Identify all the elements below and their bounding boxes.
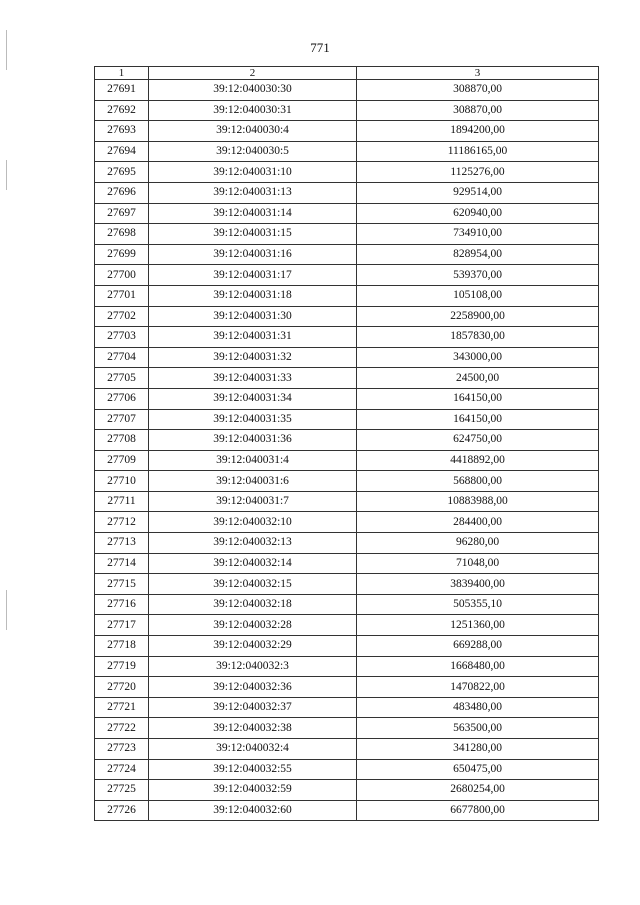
row-number-cell: 27718	[95, 636, 149, 657]
column-header-1: 1	[95, 67, 149, 80]
row-number-cell: 27703	[95, 327, 149, 348]
value-cell: 1894200,00	[357, 121, 599, 142]
value-cell: 1125276,00	[357, 162, 599, 183]
value-cell: 24500,00	[357, 368, 599, 389]
value-cell: 284400,00	[357, 512, 599, 533]
cadastral-number-cell: 39:12:040031:4	[149, 450, 357, 471]
table-header-row	[95, 67, 599, 80]
cadastral-number-cell: 39:12:040032:37	[149, 697, 357, 718]
scan-margin-mark	[6, 30, 7, 70]
table-row	[95, 615, 599, 636]
table-row	[95, 100, 599, 121]
cadastral-number-cell: 39:12:040030:30	[149, 80, 357, 101]
row-number-cell: 27691	[95, 80, 149, 101]
table-row	[95, 656, 599, 677]
cadastral-number-cell: 39:12:040031:10	[149, 162, 357, 183]
value-cell: 650475,00	[357, 759, 599, 780]
value-cell: 343000,00	[357, 347, 599, 368]
cadastral-number-cell: 39:12:040032:4	[149, 739, 357, 760]
row-number-cell: 27693	[95, 121, 149, 142]
table-row	[95, 636, 599, 657]
row-number-cell: 27696	[95, 182, 149, 203]
column-header-2: 2	[149, 67, 357, 80]
row-number-cell: 27704	[95, 347, 149, 368]
cadastral-number-cell: 39:12:040031:13	[149, 182, 357, 203]
row-number-cell: 27702	[95, 306, 149, 327]
value-cell: 308870,00	[357, 80, 599, 101]
row-number-cell: 27724	[95, 759, 149, 780]
table-row	[95, 759, 599, 780]
table-row	[95, 471, 599, 492]
table-row	[95, 244, 599, 265]
table-row	[95, 594, 599, 615]
value-cell: 341280,00	[357, 739, 599, 760]
cadastral-number-cell: 39:12:040032:60	[149, 800, 357, 821]
row-number-cell: 27695	[95, 162, 149, 183]
table-row	[95, 450, 599, 471]
table-row	[95, 430, 599, 451]
cadastral-number-cell: 39:12:040031:36	[149, 430, 357, 451]
row-number-cell: 27709	[95, 450, 149, 471]
value-cell: 620940,00	[357, 203, 599, 224]
cadastral-number-cell: 39:12:040032:59	[149, 780, 357, 801]
cadastral-number-cell: 39:12:040031:6	[149, 471, 357, 492]
table-row	[95, 491, 599, 512]
table-body	[95, 80, 599, 821]
cadastral-number-cell: 39:12:040031:30	[149, 306, 357, 327]
cadastral-number-cell: 39:12:040032:15	[149, 574, 357, 595]
row-number-cell: 27705	[95, 368, 149, 389]
table-row	[95, 121, 599, 142]
table-row	[95, 265, 599, 286]
table-row	[95, 224, 599, 245]
row-number-cell: 27717	[95, 615, 149, 636]
data-table-container	[94, 66, 598, 821]
page-number: 771	[310, 40, 330, 55]
cadastral-number-cell: 39:12:040030:4	[149, 121, 357, 142]
row-number-cell: 27711	[95, 491, 149, 512]
table-row	[95, 409, 599, 430]
cadastral-number-cell: 39:12:040032:38	[149, 718, 357, 739]
table-row	[95, 285, 599, 306]
value-cell: 4418892,00	[357, 450, 599, 471]
value-cell: 734910,00	[357, 224, 599, 245]
value-cell: 828954,00	[357, 244, 599, 265]
value-cell: 505355,10	[357, 594, 599, 615]
table-row	[95, 697, 599, 718]
row-number-cell: 27714	[95, 553, 149, 574]
cadastral-number-cell: 39:12:040031:18	[149, 285, 357, 306]
cadastral-number-cell: 39:12:040032:36	[149, 677, 357, 698]
table-row	[95, 306, 599, 327]
value-cell: 96280,00	[357, 533, 599, 554]
value-cell: 568800,00	[357, 471, 599, 492]
value-cell: 929514,00	[357, 182, 599, 203]
cadastral-number-cell: 39:12:040031:33	[149, 368, 357, 389]
value-cell: 105108,00	[357, 285, 599, 306]
cadastral-number-cell: 39:12:040032:55	[149, 759, 357, 780]
row-number-cell: 27699	[95, 244, 149, 265]
row-number-cell: 27726	[95, 800, 149, 821]
value-cell: 308870,00	[357, 100, 599, 121]
value-cell: 10883988,00	[357, 491, 599, 512]
cadastral-number-cell: 39:12:040031:31	[149, 327, 357, 348]
cadastral-number-cell: 39:12:040032:28	[149, 615, 357, 636]
table-row	[95, 141, 599, 162]
value-cell: 624750,00	[357, 430, 599, 451]
table-row	[95, 368, 599, 389]
scan-margin-mark	[6, 160, 7, 190]
row-number-cell: 27721	[95, 697, 149, 718]
value-cell: 6677800,00	[357, 800, 599, 821]
value-cell: 3839400,00	[357, 574, 599, 595]
table-row	[95, 739, 599, 760]
row-number-cell: 27722	[95, 718, 149, 739]
cadastral-number-cell: 39:12:040031:7	[149, 491, 357, 512]
data-table	[94, 66, 599, 821]
row-number-cell: 27698	[95, 224, 149, 245]
row-number-cell: 27692	[95, 100, 149, 121]
row-number-cell: 27707	[95, 409, 149, 430]
value-cell: 1470822,00	[357, 677, 599, 698]
cadastral-number-cell: 39:12:040031:34	[149, 388, 357, 409]
value-cell: 1251360,00	[357, 615, 599, 636]
value-cell: 483480,00	[357, 697, 599, 718]
cadastral-number-cell: 39:12:040031:14	[149, 203, 357, 224]
table-row	[95, 780, 599, 801]
value-cell: 563500,00	[357, 718, 599, 739]
table-row	[95, 327, 599, 348]
cadastral-number-cell: 39:12:040031:15	[149, 224, 357, 245]
cadastral-number-cell: 39:12:040031:17	[149, 265, 357, 286]
row-number-cell: 27712	[95, 512, 149, 533]
cadastral-number-cell: 39:12:040030:5	[149, 141, 357, 162]
table-row	[95, 800, 599, 821]
value-cell: 11186165,00	[357, 141, 599, 162]
row-number-cell: 27713	[95, 533, 149, 554]
cadastral-number-cell: 39:12:040031:32	[149, 347, 357, 368]
cadastral-number-cell: 39:12:040031:16	[149, 244, 357, 265]
row-number-cell: 27700	[95, 265, 149, 286]
value-cell: 164150,00	[357, 409, 599, 430]
value-cell: 71048,00	[357, 553, 599, 574]
cadastral-number-cell: 39:12:040032:3	[149, 656, 357, 677]
table-row	[95, 512, 599, 533]
row-number-cell: 27697	[95, 203, 149, 224]
row-number-cell: 27723	[95, 739, 149, 760]
row-number-cell: 27708	[95, 430, 149, 451]
row-number-cell: 27720	[95, 677, 149, 698]
value-cell: 539370,00	[357, 265, 599, 286]
cadastral-number-cell: 39:12:040032:29	[149, 636, 357, 657]
scan-margin-mark	[6, 590, 7, 630]
cadastral-number-cell: 39:12:040032:10	[149, 512, 357, 533]
table-row	[95, 553, 599, 574]
cadastral-number-cell: 39:12:040032:13	[149, 533, 357, 554]
table-row	[95, 718, 599, 739]
cadastral-number-cell: 39:12:040030:31	[149, 100, 357, 121]
row-number-cell: 27725	[95, 780, 149, 801]
table-row	[95, 162, 599, 183]
table-row	[95, 388, 599, 409]
value-cell: 2680254,00	[357, 780, 599, 801]
value-cell: 669288,00	[357, 636, 599, 657]
table-row	[95, 574, 599, 595]
value-cell: 164150,00	[357, 388, 599, 409]
table-row	[95, 182, 599, 203]
value-cell: 2258900,00	[357, 306, 599, 327]
table-row	[95, 203, 599, 224]
table-row	[95, 533, 599, 554]
table-row	[95, 80, 599, 101]
row-number-cell: 27719	[95, 656, 149, 677]
table-row	[95, 677, 599, 698]
row-number-cell: 27706	[95, 388, 149, 409]
row-number-cell: 27716	[95, 594, 149, 615]
cadastral-number-cell: 39:12:040032:14	[149, 553, 357, 574]
cadastral-number-cell: 39:12:040031:35	[149, 409, 357, 430]
cadastral-number-cell: 39:12:040032:18	[149, 594, 357, 615]
value-cell: 1857830,00	[357, 327, 599, 348]
table-row	[95, 347, 599, 368]
row-number-cell: 27715	[95, 574, 149, 595]
value-cell: 1668480,00	[357, 656, 599, 677]
row-number-cell: 27701	[95, 285, 149, 306]
column-header-3: 3	[357, 67, 599, 80]
row-number-cell: 27710	[95, 471, 149, 492]
row-number-cell: 27694	[95, 141, 149, 162]
